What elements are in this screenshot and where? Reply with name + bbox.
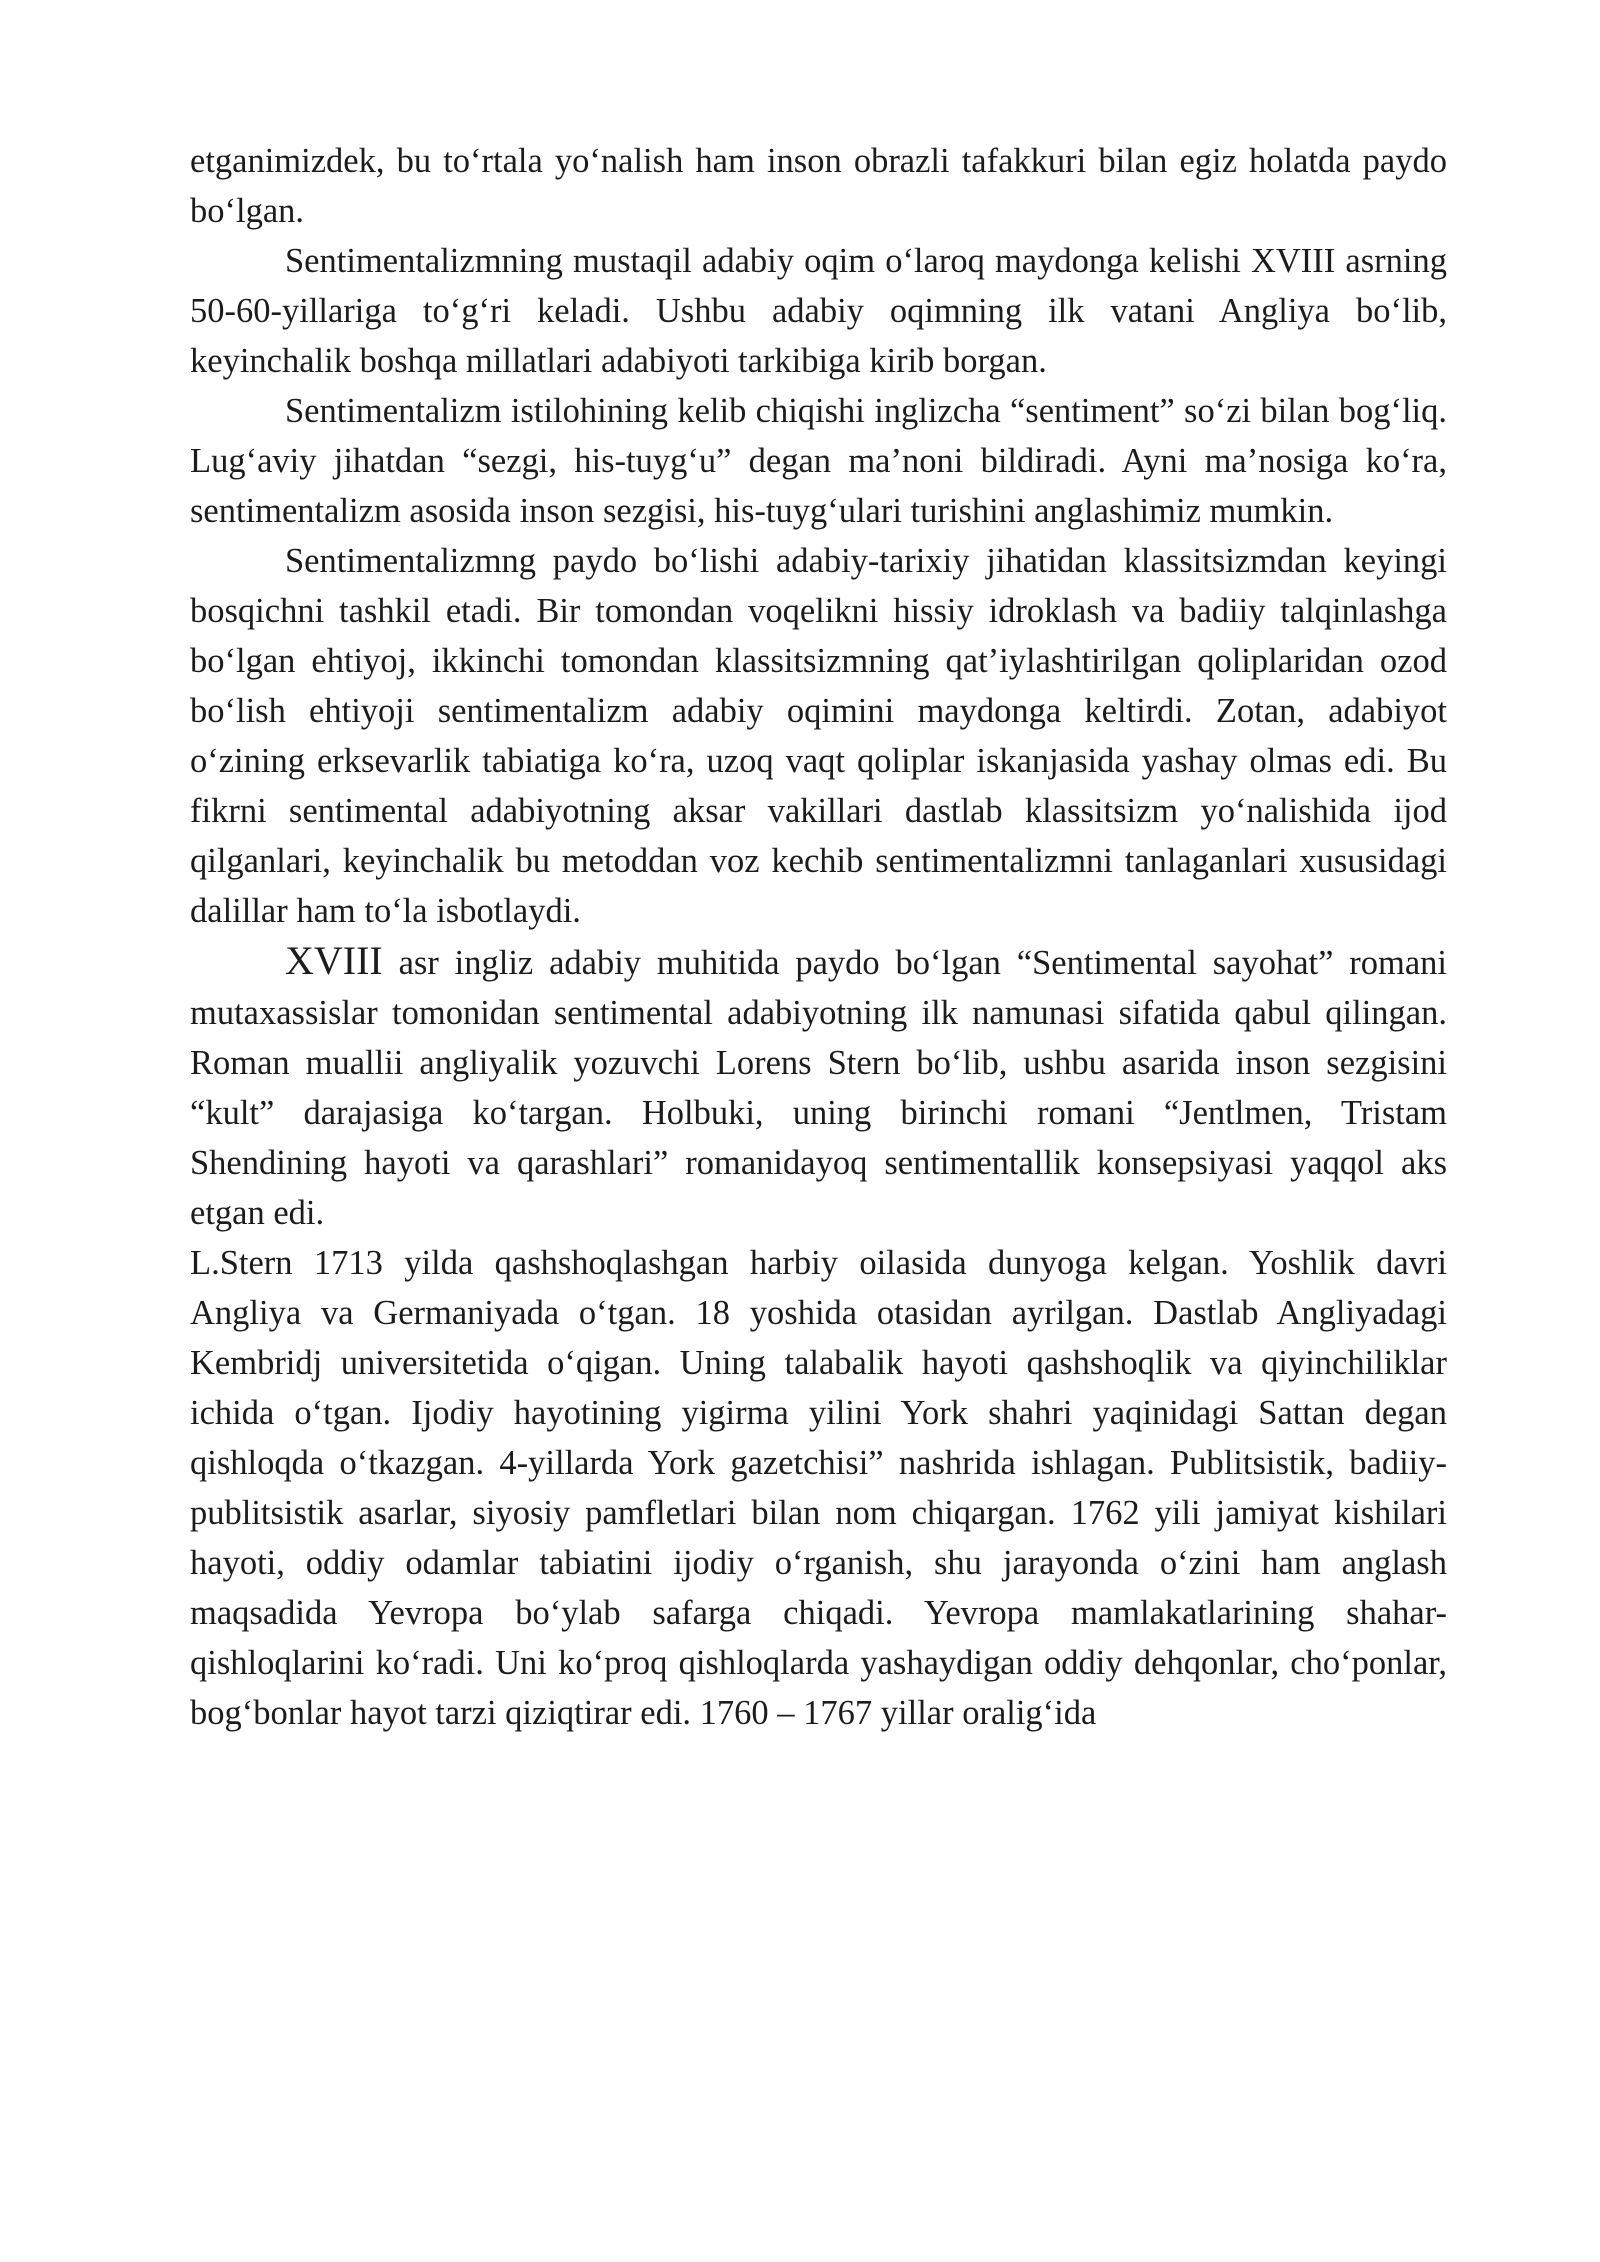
paragraph-4: Sentimentalizmng paydo bo‘lishi adabiy-tarixiy jihatidan klassitsizmdan keyingi bosqichni tashkil etadi. Bir tomondan voqelikni hissiy idroklash va badiiy talqinlashga bo‘lgan ehtiyoj, ikkinchi tomondan klassitsizmning qat’iylashtirilgan qoliplaridan ozod bo‘lish ehtiyoji sentimentalizm adabiy oqimini maydonga keltirdi. Zotan, adabiyot o‘zining erksevarlik tabiatiga ko‘ra, uzoq vaqt qoliplar iskanjasida yashay olmas edi. Bu fikrni sentimental adabiyotning aksar vakillari dastlab klassitsizm yo‘nalishida ijod qilganlari, keyinchalik bu metoddan voz kechib sentimentalizmni tanlaganlari xususidagi dalillar ham to‘la isbotlaydi. bbox=[190, 542, 1447, 930]
paragraph-5-text: asr ingliz adabiy muhitida paydo bo‘lgan “Sentimental sayohat” romani mutaxassislar tomonidan sentimental adabiyotning ilk namunasi sifatida qabul qilingan. Roman muallii angliyalik yozuvchi Lorens Stern bo‘lib, ushbu asarida inson sezgisini “kult” darajasiga ko‘targan. Holbuki, uning birinchi romani “Jentlmen, Tristam Shendining hayoti va qarashlari” romanidayoq sentimentallik konsepsiyasi yaqqol aks etgan edi. bbox=[190, 944, 1447, 1232]
century-numeral: XVIII bbox=[285, 938, 383, 983]
paragraph-2: Sentimentalizmning mustaqil adabiy oqim o‘laroq maydonga kelishi XVIII asrning 50-60-yillariga to‘g‘ri keladi. Ushbu adabiy oqimning ilk vatani Angliya bo‘lib, keyinchalik boshqa millatlari adabiyoti tarkibiga kirib borgan. bbox=[190, 242, 1447, 380]
paragraph-5 bbox=[190, 936, 1447, 1238]
paragraph-3: Sentimentalizm istilohining kelib chiqishi inglizcha “sentiment” so‘zi bilan bog‘liq. Lug‘aviy jihatdan “sezgi, his-tuyg‘u” degan ma’noni bildiradi. Ayni ma’nosiga ko‘ra, sentimentalizm asosida inson sezgisi, his-tuyg‘ulari turishini anglashimiz mumkin. bbox=[190, 392, 1447, 530]
document-page bbox=[190, 136, 1447, 1738]
paragraph-6: L.Stern 1713 yilda qashshoqlashgan harbiy oilasida dunyoga kelgan. Yoshlik davri Angliya va Germaniyada o‘tgan. 18 yoshida otasidan ayrilgan. Dastlab Angliyadagi Kembridj universitetida o‘qigan. Uning talabalik hayoti qashshoqlik va qiyinchiliklar ichida o‘tgan. Ijodiy hayotining yigirma yilini York shahri yaqinidagi Sattan degan qishloqda o‘tkazgan. 4-yillarda York gazetchisi” nashrida ishlagan. Publitsistik, badiiy-publitsistik asarlar, siyosiy pamfletlari bilan nom chiqargan. 1762 yili jamiyat kishilari hayoti, oddiy odamlar tabiatini ijodiy o‘rganish, shu jarayonda o‘zini ham anglash maqsadida Yevropa bo‘ylab safarga chiqadi. Yevropa mamlakatlarining shahar-qishloqlarini ko‘radi. Uni ko‘proq qishloqlarda yashaydigan oddiy dehqonlar, cho‘ponlar, bog‘bonlar hayot tarzi qiziqtirar edi. 1760 – 1767 yillar oralig‘ida bbox=[190, 1244, 1447, 1732]
paragraph-1: etganimizdek, bu to‘rtala yo‘nalish ham inson obrazli tafakkuri bilan egiz holatda paydo bo‘lgan. bbox=[190, 142, 1447, 230]
